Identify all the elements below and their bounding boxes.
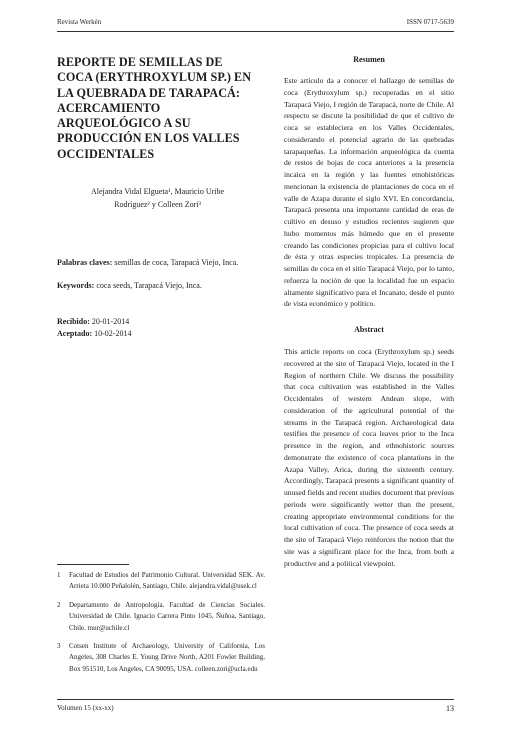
keywords-en-label: Keywords:	[57, 280, 95, 290]
left-column	[57, 55, 259, 339]
keywords-es-label: Palabras claves:	[57, 258, 113, 268]
page-number: 13	[446, 704, 454, 713]
article-title: REPORTE DE SEMILLAS DE COCA (ERYTHROXYLUM SP.) EN LA QUEBRADA DE TARAPACÁ: ACERCAMIENTO ARQUEOLÓGICO A SU PRODUCCIÓN EN LOS VALLES OCCIDENTALES	[57, 55, 252, 161]
footnotes	[57, 564, 265, 682]
keywords-en	[57, 280, 259, 292]
accepted-date	[57, 328, 259, 340]
footnote-1	[57, 570, 265, 593]
footnote-text: Departamento de Antropología. Facultad de Ciencias Sociales. Universidad de Chile. Ignacio Carrera Pinto 1045, Ñuñoa, Santiago, Chile. mur@uchile.cl	[69, 600, 265, 632]
footnote-text: Facultad de Estudios del Patrimonio Cultural. Universidad SEK. Av. Arrieta 10.000 Peñalolén, Santiago, Chile. alejandra.vidal@usek.cl	[69, 571, 265, 591]
received-label: Recibido:	[57, 317, 90, 327]
received-date	[57, 316, 259, 328]
authors	[57, 185, 240, 211]
dates-block	[57, 316, 259, 339]
footnote-rule	[57, 564, 129, 565]
issn: ISSN 0717-5639	[406, 18, 454, 26]
footnote-number: 3	[57, 642, 61, 651]
footnote-number: 1	[57, 571, 61, 579]
journal-name: Revista Werkén	[57, 18, 102, 26]
authors-line-1: Alejandra Vidal Elgueta¹, Mauricio Uribe	[90, 187, 225, 197]
right-column	[284, 55, 454, 569]
abstract-heading: Abstract	[354, 325, 384, 334]
accepted-label: Aceptado:	[57, 328, 93, 338]
keywords-en-value: coca seeds, Tarapacá Viejo, Inca.	[96, 280, 202, 290]
keywords-es-value: semillas de coca, Tarapacá Viejo, Inca.	[114, 258, 239, 268]
keywords-block	[57, 257, 259, 291]
received-value: 20-01-2014	[91, 317, 130, 327]
footnote-text: Cotsen Institute of Archaeology, University of California, Los Angeles, 308 Charles E. Young Drive North, A201 Fowler Building, Box 951510, Los Angeles, CA 90095, USA. colleen.zori@ucla.edu	[69, 642, 265, 673]
abstract-text: This article reports on coca (Erythroxylum sp.) seeds recovered at the site of Tarapacá Viejo, located in the I Region of northern Chile. We discuss the possibility that coca cultivation was established in the Valles Occidentales of western Andean slope, with consideration of the agricultural potential of the streams in the Tarapacá region. Archaeological data testifies the presence of coca leaves prior to the Inca presence in the region, and ethnohistoric sources demonstrate the existence of coca plantations in the Azapa Valley, Arica, during the sixteenth century. Accordingly, Tarapacá presents a significant quantity of unused fields and recent studies document that previous periods were significantly wetter than the present, creating appropriate environmental conditions for the local cultivation of coca. The presence of coca seeds at the site of Tarapacá Viejo reinforces the notion that the site was a significant place for the Inca, from both a productive and a political viewpoint.	[284, 347, 454, 568]
authors-line-2: Rodríguez² y Colleen Zori³	[114, 200, 201, 210]
accepted-value: 10-02-2014	[94, 328, 132, 338]
footnote-number: 2	[57, 600, 61, 609]
header-rule	[57, 31, 454, 32]
resumen-text: Este artículo da a conocer el hallazgo de semillas de coca (Erythroxylum sp.) recuperadas en el sitio Tarapacá Viejo, I región de Tarapacá, norte de Chile. Al respecto se discute la posibilidad de que el cultivo de coca se estableciera en los Valles Occidentales, considerando el potencial agrario de las quebradas tarapaqueñas. La información arqueológica da cuenta de restos de hojas de coca anteriores a la presencia incaica en la región y las fuentes etnohistóricas mencionan la existencia de plantaciones de coca en el valle de Azapa durante el siglo XVI. En concordancia, Tarapacá presenta una importante cantidad de eras de cultivo en desuso y estudios recientes sugieren que hubo momentos más húmedo que en el presente creando las condiciones propicias para el cultivo local de ésta y otras especies tropicales. La presencia de semillas de coca en el sitio Tarapacá Viejo, por lo tanto, refuerza la noción de que la localidad fue un espacio altamente significativo para el Incanato, desde el punto de vista económico y político.	[284, 76, 454, 309]
keywords-es	[57, 257, 259, 269]
footnote-3	[57, 641, 265, 675]
resumen-heading: Resumen	[353, 55, 385, 64]
footnote-2	[57, 600, 265, 634]
volume-info: Volumen 15 (xx-xx)	[57, 704, 114, 712]
footer-rule	[57, 699, 454, 700]
